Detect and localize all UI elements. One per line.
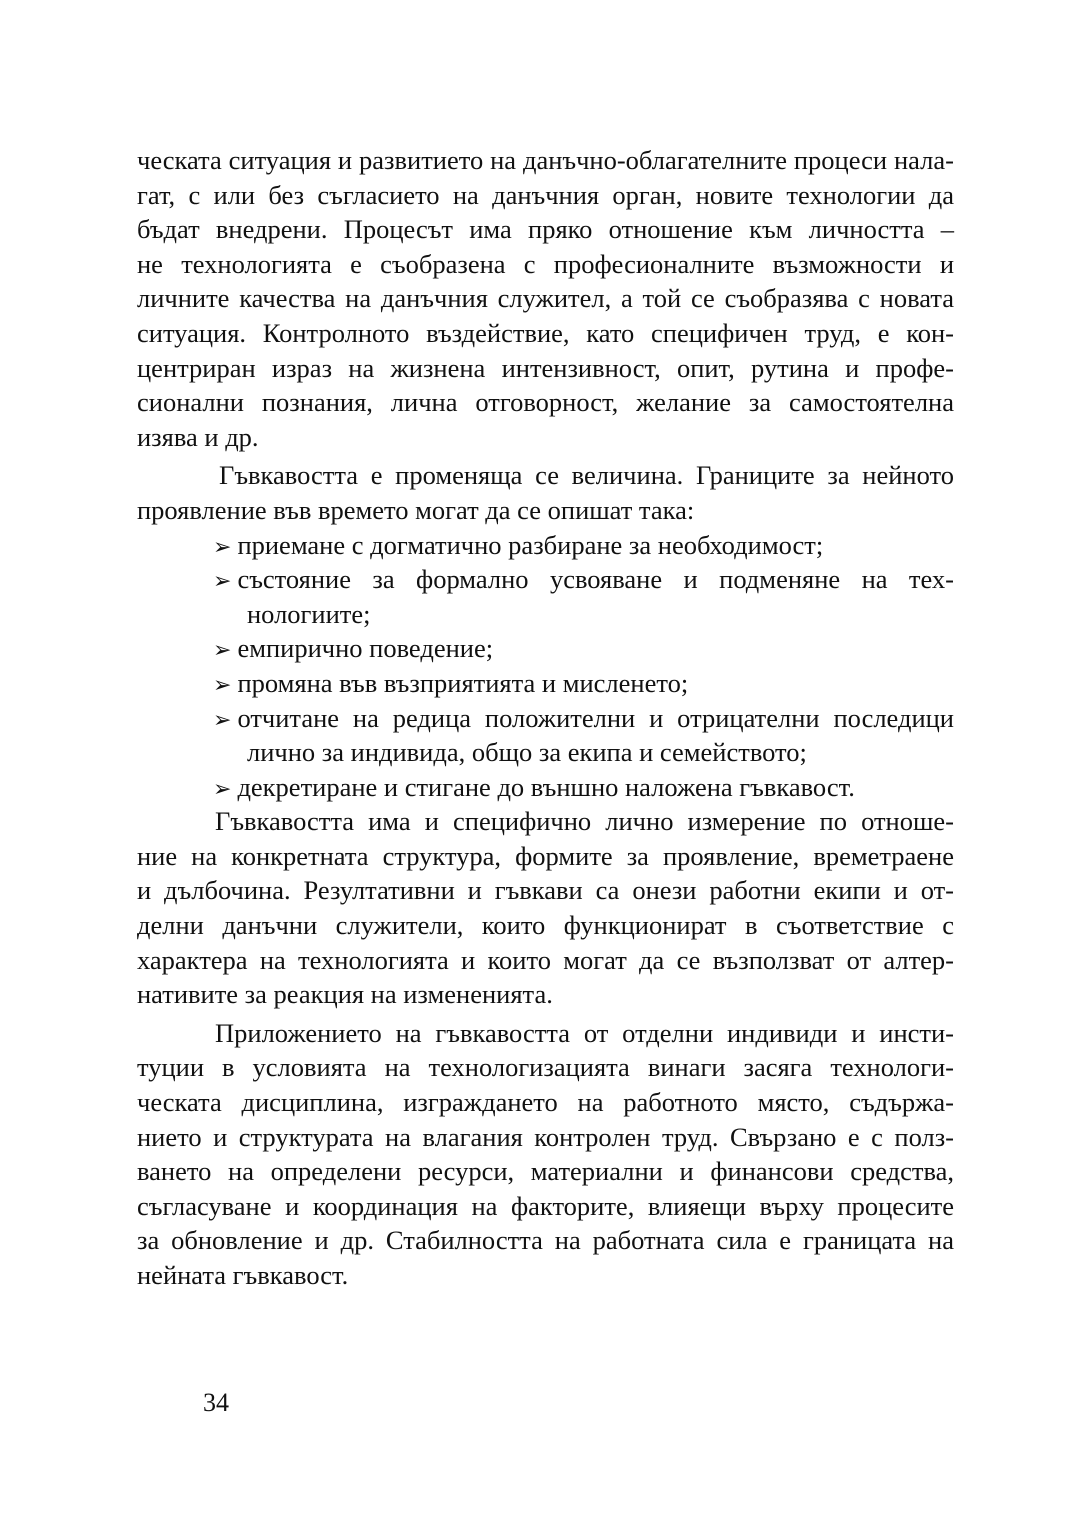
text-line: центриран израз на жизнена интензивност, опит, рутина и профе- — [137, 352, 954, 383]
arrow-bullet-icon: ➢ — [213, 776, 232, 802]
text-line: изява и др. — [137, 421, 259, 452]
bullet-text: състояние за формално усвояване и подменяне на тех- — [237, 564, 954, 595]
bullet-item — [137, 562, 954, 631]
text-line: за обновление и др. Стабилността на работната сила е границата на — [137, 1225, 954, 1256]
body-text — [137, 143, 954, 1293]
text-line: ческата дисциплина, изграждането на работното място, съдържа- — [137, 1087, 954, 1118]
text-line: характера на технологията и които могат да се възползват от алтер- — [137, 944, 954, 975]
paragraph-2 — [137, 458, 954, 527]
text-line: и дълбочина. Резултативни и гъвкави са онези работни екипи и от- — [137, 875, 954, 906]
text-line: сионални познания, лична отговорност, желание за самостоятелна — [137, 387, 954, 418]
paragraph-4 — [137, 1016, 954, 1293]
bullet-item — [137, 770, 954, 805]
paragraph-1 — [137, 143, 954, 454]
text-line: личните качества на данъчния служител, а той се съобразява с новата — [137, 283, 954, 314]
text-line: ческата ситуация и развитието на данъчно-облагателните процеси нала- — [137, 145, 954, 175]
text-line: Гъвкавостта е променяща се величина. Границите за нейното — [219, 460, 954, 491]
arrow-bullet-icon: ➢ — [213, 707, 232, 733]
bullet-text: отчитане на редица положителни и отрицателни последици — [237, 702, 954, 733]
text-line: ние на конкретната структура, формите за проявление, времетраене — [137, 840, 954, 871]
text-line: бъдат внедрени. Процесът има пряко отношение към личността – — [137, 214, 954, 245]
bullet-list — [137, 528, 954, 805]
bullet-item — [137, 666, 954, 701]
bullet-item — [137, 528, 954, 563]
text-line: съгласуване и координация на факторите, влияещи върху процесите — [137, 1190, 954, 1221]
text-line: Гъвкавостта има и специфично лично измерение по отноше- — [215, 806, 954, 837]
text-line: гат, с или без съгласието на данъчния орган, новите технологии да — [137, 179, 954, 210]
text-line: делни данъчни служители, които функционират в съответствие с — [137, 910, 954, 941]
bullet-text: декретиране и стигане до външно наложена гъвкавост. — [237, 771, 855, 802]
arrow-bullet-icon: ➢ — [213, 534, 232, 560]
text-line: проявление във времето могат да се опишат така: — [137, 494, 695, 525]
text-line: нейната гъвкавост. — [137, 1260, 349, 1290]
text-line: нието и структурата на влагания контролен труд. Свързано е с полз- — [137, 1121, 954, 1152]
bullet-item — [137, 631, 954, 666]
text-line: нативите за реакция на измененията. — [137, 979, 553, 1010]
paragraph-3 — [137, 804, 954, 1012]
text-line: Приложението на гъвкавостта от отделни индивиди и инсти- — [215, 1017, 954, 1048]
bullet-text: емпирично поведение; — [237, 633, 494, 664]
page-number: 34 — [203, 1388, 229, 1417]
bullet-text: приемане с догматично разбиране за необходимост; — [237, 529, 824, 560]
arrow-bullet-icon: ➢ — [213, 569, 232, 595]
bullet-item — [137, 701, 954, 770]
arrow-bullet-icon: ➢ — [213, 638, 232, 664]
bullet-text: промяна във възприятията и мисленето; — [237, 667, 689, 698]
text-line: не технологията е съобразена с професионалните възможности и — [137, 248, 954, 279]
text-line: ването на определени ресурси, материални и финансови средства, — [137, 1156, 954, 1187]
bullet-text: лично за индивида, общо за екипа и семейството; — [247, 737, 807, 768]
text-line: туции в условията на технологизацията винаги засяга технологи- — [137, 1052, 954, 1083]
arrow-bullet-icon: ➢ — [213, 672, 232, 698]
bullet-text: нологиите; — [247, 598, 371, 629]
text-line: ситуация. Контролното въздействие, като специфичен труд, е кон- — [137, 317, 954, 348]
